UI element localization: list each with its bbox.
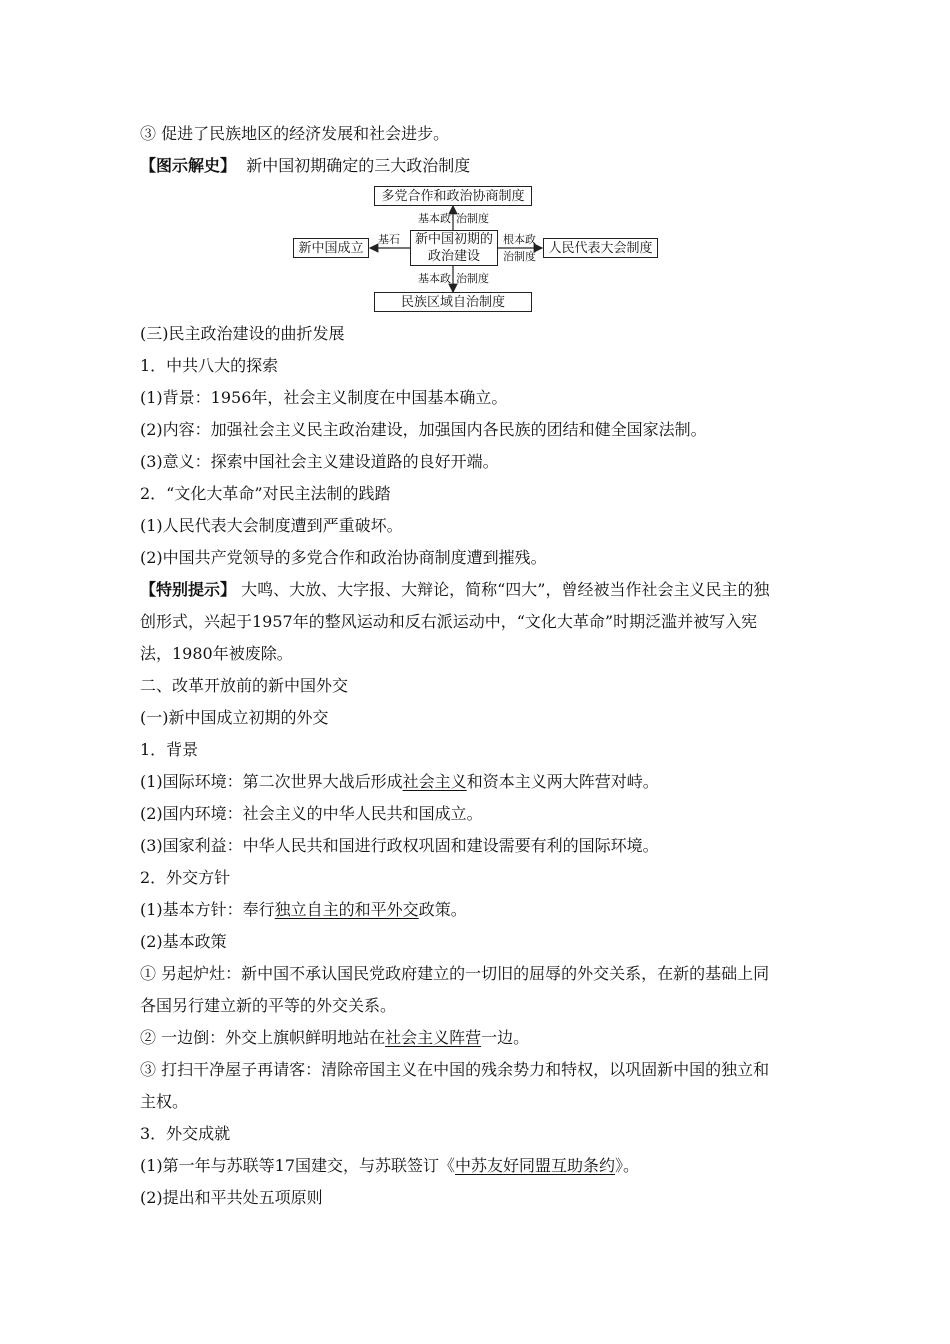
- text-segment: 》。: [615, 1156, 640, 1175]
- underlined-term: 独立自主的和平外交: [274, 900, 419, 919]
- text-line: (2)提出和平共处五项原则: [140, 1188, 323, 1207]
- tushi-tag: 【图示解史】: [140, 156, 237, 175]
- central-box-line-1: 新中国初期的: [414, 232, 493, 247]
- top-arrow-label-b: 治制度: [456, 212, 489, 225]
- subsection-heading: 1．中共八大的探索: [140, 356, 279, 375]
- text-segment: (1)国际环境：第二次世界大战后形成: [140, 772, 403, 791]
- ethnic-autonomy-box: 民族区域自治制度: [374, 292, 532, 312]
- text-line: ① 另起炉灶：新中国不承认国民党政府建立的一切旧的屈辱的外交关系，在新的基础上同: [140, 964, 770, 983]
- subsection-heading: 1．背景: [140, 740, 199, 759]
- text-line: [140, 1156, 820, 1176]
- subsection-heading: 3．外交成就: [140, 1124, 231, 1143]
- right-arrow-label-b: 治制度: [503, 250, 536, 263]
- top-arrow-label-a: 基本政: [418, 212, 451, 225]
- subsection-heading: 2．外交方针: [140, 868, 231, 887]
- right-arrow-label-a: 根本政: [503, 233, 536, 246]
- text-line: ③ 促进了民族地区的经济发展和社会进步。: [140, 124, 450, 143]
- underlined-term: 中苏友好同盟互助条约: [455, 1156, 616, 1175]
- central-box-line-2: 政治建设: [427, 249, 480, 264]
- section-heading: 二、改革开放前的新中国外交: [140, 676, 349, 695]
- underlined-term: 社会主义阵营: [385, 1028, 482, 1047]
- left-arrow-label: 基石: [378, 233, 400, 246]
- underlined-term: 社会主义: [402, 772, 467, 791]
- political-system-diagram: [290, 186, 660, 314]
- tushi-text: 新中国初期确定的三大政治制度: [246, 156, 471, 175]
- bottom-arrow-label-b: 治制度: [456, 272, 489, 285]
- text-segment: 政策。: [418, 900, 467, 919]
- text-line: (3)国家利益：中华人民共和国进行政权巩固和建设需要有利的国际环境。: [140, 836, 659, 855]
- subsection-heading: 2．“文化大革命”对民主法制的践踏: [140, 484, 391, 503]
- text-line: (1)背景：1956年，社会主义制度在中国基本确立。: [140, 388, 508, 407]
- text-line: (2)中国共产党领导的多党合作和政治协商制度遭到摧残。: [140, 548, 547, 567]
- peoples-congress-box: 人民代表大会制度: [543, 238, 658, 258]
- section-heading: (一)新中国成立初期的外交: [140, 708, 329, 727]
- text-line: (2)国内环境：社会主义的中华人民共和国成立。: [140, 804, 483, 823]
- text-line: (2)基本政策: [140, 932, 227, 951]
- special-note-line-3: 法，1980年被废除。: [140, 644, 293, 663]
- text-line: (2)内容：加强社会主义民主政治建设，加强国内各民族的团结和健全国家法制。: [140, 420, 707, 439]
- special-note-text: 大鸣、大放、大字报、大辩论，简称“四大”，曾经被当作社会主义民主的独: [241, 580, 770, 599]
- text-segment: ② 一边倒：外交上旗帜鲜明地站在: [140, 1028, 386, 1047]
- tushi-line: [140, 156, 820, 176]
- text-segment: 和资本主义两大阵营对峙。: [466, 772, 659, 791]
- founding-box: 新中国成立: [293, 238, 369, 258]
- text-segment: (1)第一年与苏联等17国建交，与苏联签订《: [140, 1156, 456, 1175]
- central-box: [410, 230, 498, 266]
- text-line: (1)人民代表大会制度遭到严重破坏。: [140, 516, 403, 535]
- text-line: [140, 1028, 820, 1048]
- special-note-line-2: 创形式，兴起于1957年的整风运动和反右派运动中，“文化大革命”时期泛滥并被写入宪: [140, 612, 758, 631]
- bottom-arrow-label-a: 基本政: [418, 272, 451, 285]
- text-line: 主权。: [140, 1092, 189, 1111]
- text-line: 各国另行建立新的平等的外交关系。: [140, 996, 397, 1015]
- text-line: ③ 打扫干净屋子再请客：清除帝国主义在中国的残余势力和特权，以巩固新中国的独立和: [140, 1060, 770, 1079]
- text-segment: (1)基本方针：奉行: [140, 900, 275, 919]
- section-heading: (三)民主政治建设的曲折发展: [140, 324, 345, 343]
- text-line: (3)意义：探索中国社会主义建设道路的良好开端。: [140, 452, 499, 471]
- text-line: [140, 900, 820, 920]
- special-note-line-1: [140, 580, 820, 600]
- special-note-tag: 【特别提示】: [140, 580, 237, 599]
- text-segment: 一边。: [481, 1028, 530, 1047]
- text-line: [140, 772, 820, 792]
- multi-party-cooperation-box: 多党合作和政治协商制度: [374, 186, 532, 206]
